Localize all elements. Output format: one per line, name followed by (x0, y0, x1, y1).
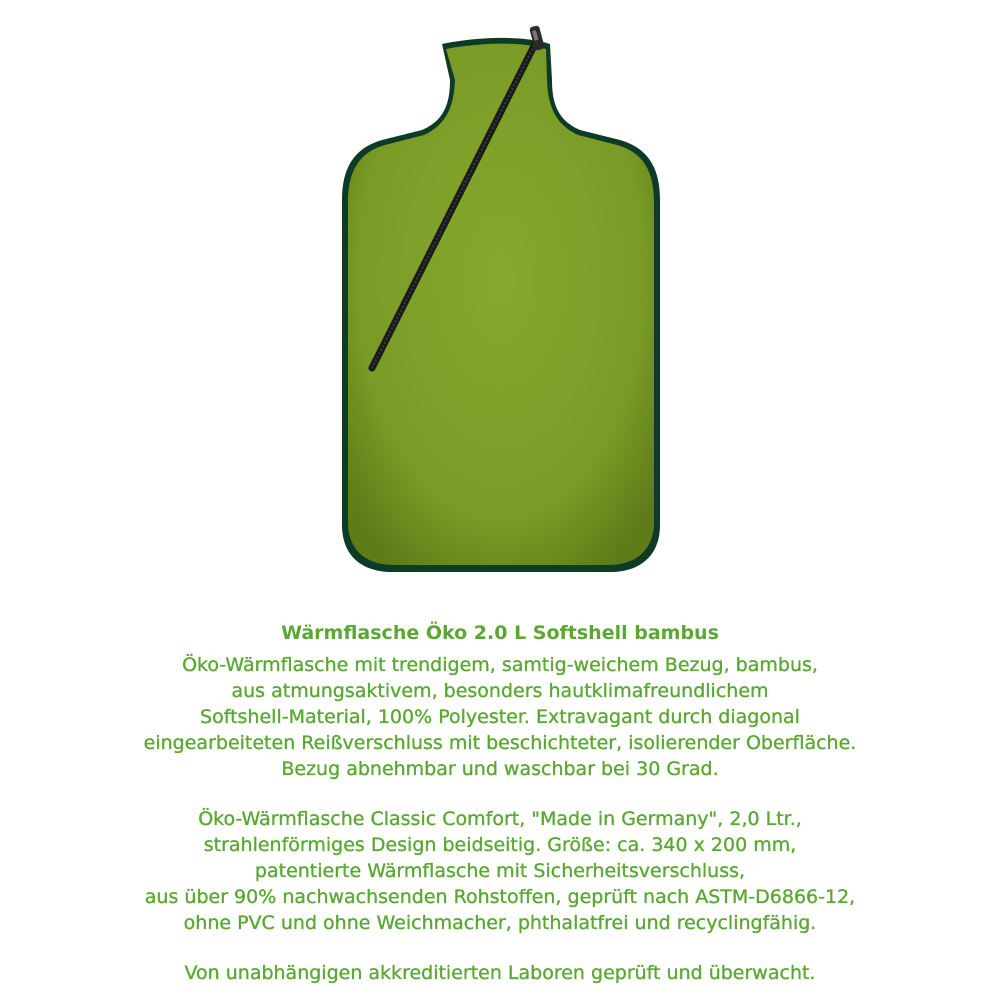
description-line: aus atmungsaktivem, besonders hautklimafreundlichem (231, 680, 769, 702)
description-block (0, 618, 1000, 986)
description-line: Bezug abnehmbar und waschbar bei 30 Grad. (281, 758, 719, 780)
description-line: Öko-Wärmflasche Classic Comfort, "Made in Germany", 2,0 Ltr., (198, 808, 802, 830)
description-paragraph-1 (0, 652, 1000, 782)
product-title: Wärmflasche Öko 2.0 L Softshell bambus (281, 622, 719, 644)
description-line: eingearbeiteten Reißverschluss mit beschichteter, isolierender Oberfläche. (143, 732, 857, 754)
description-paragraph-2 (0, 806, 1000, 936)
description-line: aus über 90% nachwachsenden Rohstoffen, geprüft nach ASTM-D6866-12, (144, 886, 856, 908)
description-line: Öko-Wärmflasche mit trendigem, samtig-weichem Bezug, bambus, (182, 654, 818, 676)
description-line: strahlenförmiges Design beidseitig. Größe: ca. 340 x 200 mm, (203, 834, 797, 856)
description-line: Softshell-Material, 100% Polyester. Extravagant durch diagonal (200, 706, 800, 728)
description-paragraph-3 (0, 960, 1000, 986)
paragraph-spacer (0, 782, 1000, 806)
description-line: ohne PVC und ohne Weichmacher, phthalatfrei und recyclingfähig. (183, 912, 817, 934)
bottle-fleece (348, 44, 654, 565)
description-line: Von unabhängigen akkreditierten Laboren geprüft und überwacht. (184, 962, 816, 984)
paragraph-spacer (0, 936, 1000, 960)
description-line: patentierte Wärmflasche mit Sicherheitsverschluss, (254, 860, 746, 882)
